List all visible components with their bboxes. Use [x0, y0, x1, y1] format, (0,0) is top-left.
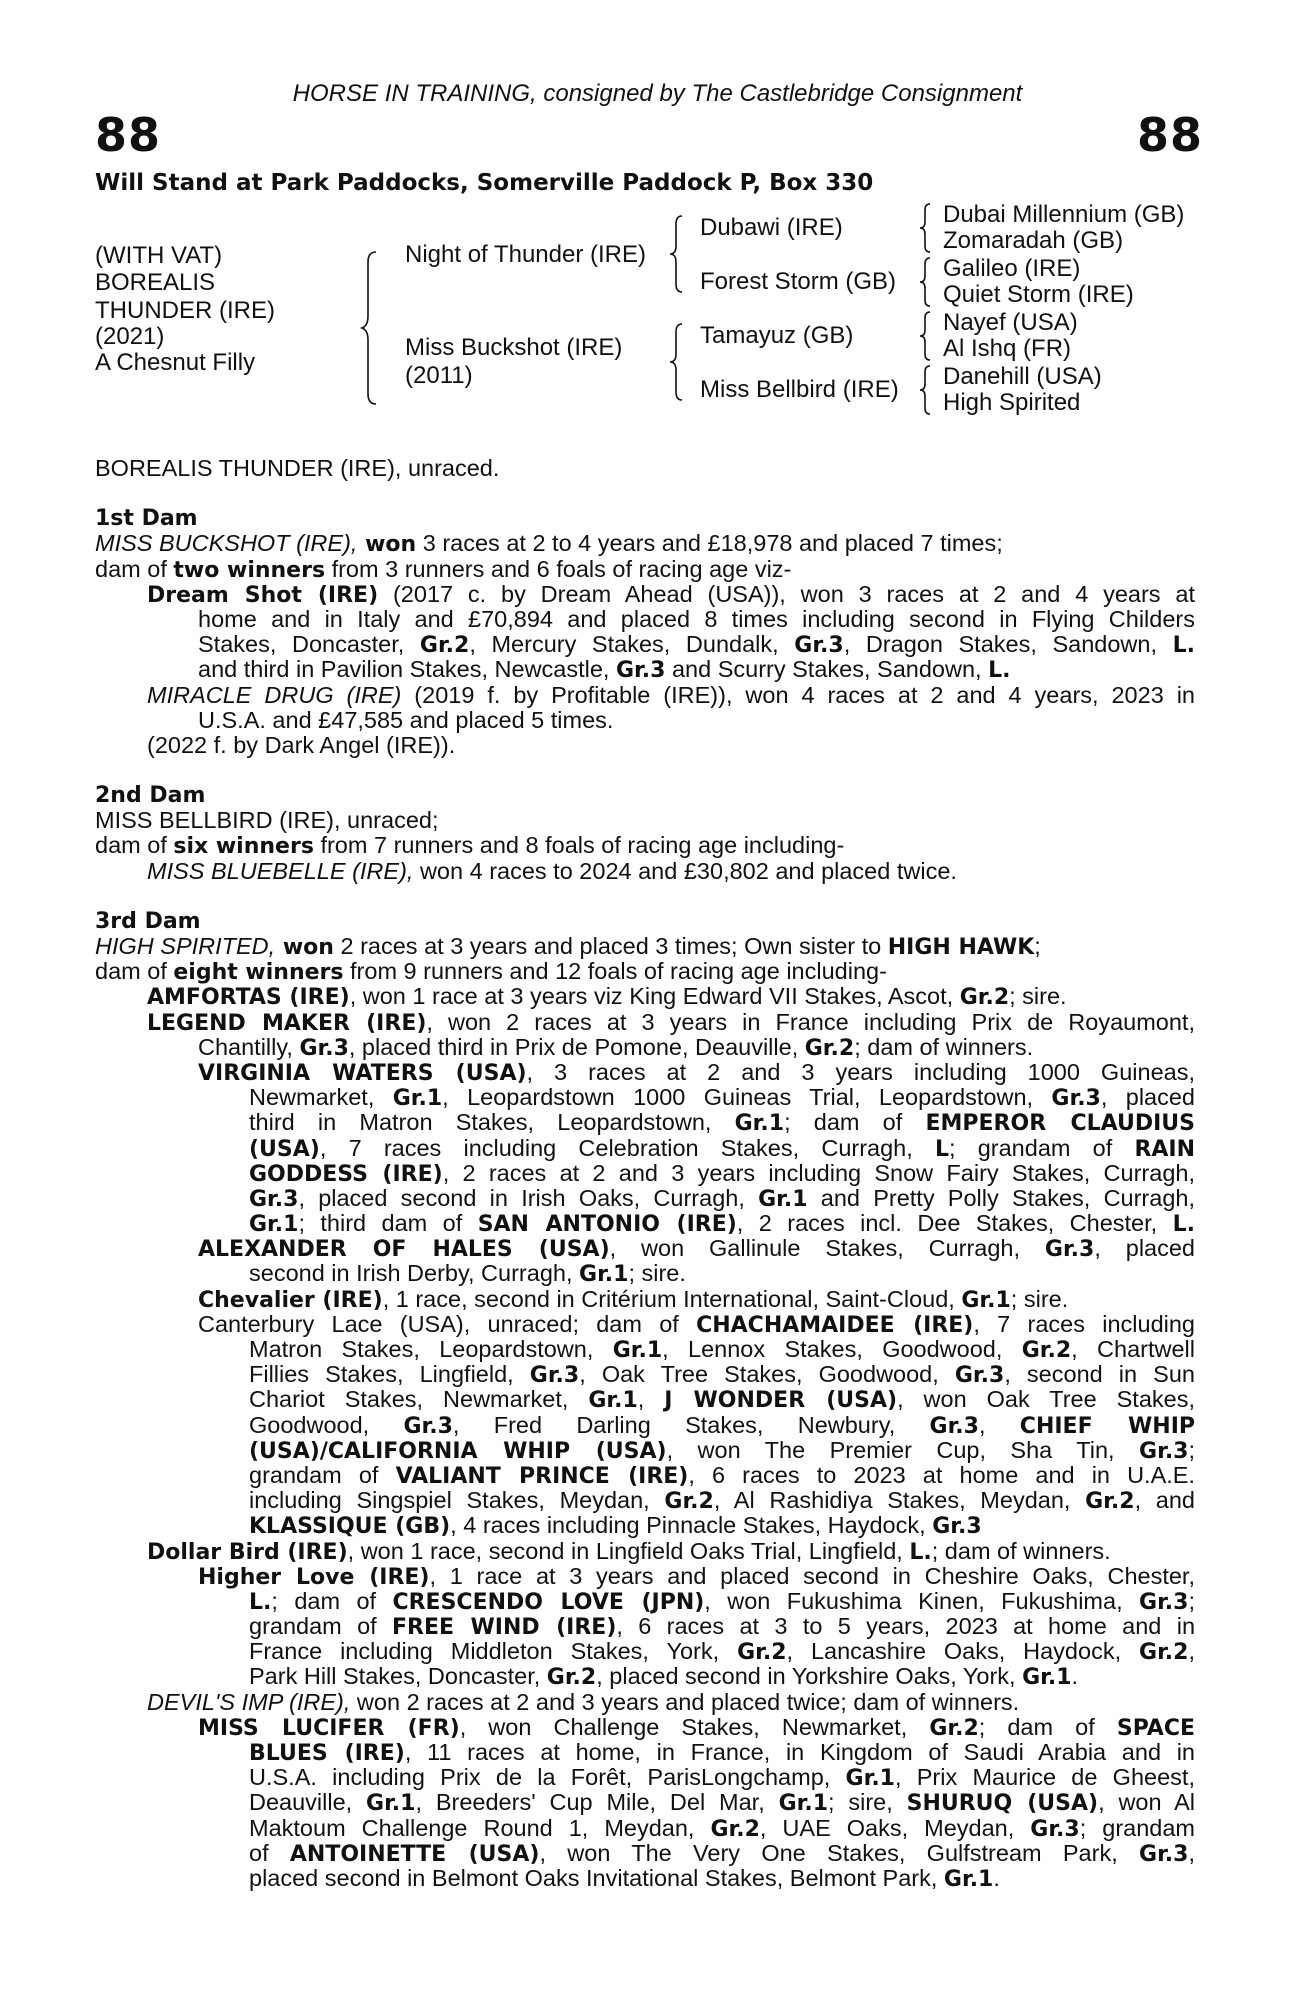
body-line: VIRGINIA WATERS (USA), 3 races at 2 and 3 years including 1000 Guineas, [198, 1059, 1195, 1086]
body-line: BLUES (IRE), 11 races at home, in France, in Kingdom of Saudi Arabia and in [249, 1740, 1195, 1766]
dam-dam: Miss Bellbird (IRE) [700, 376, 899, 403]
grandsire-1: Dubai Millennium (GB) [943, 201, 1185, 228]
body-line: U.S.A. including Prix de la Forêt, ParisLongchamp, Gr.1, Prix Maurice de Gheest, [249, 1765, 1195, 1791]
catalogue-body [95, 456, 1195, 1891]
body-line: Stakes, Doncaster, Gr.2, Mercury Stakes, Dundalk, Gr.3, Dragon Stakes, Sandown, L. [198, 632, 1195, 658]
brace-dam [668, 322, 686, 402]
horse-year: (2021) [95, 323, 165, 350]
body-line: MISS BELLBIRD (IRE), unraced; [95, 807, 439, 834]
heading-1st-dam: 1st Dam [95, 506, 198, 532]
lot-number-right: 88 [1136, 108, 1203, 162]
granddam-3: Al Ishq (FR) [943, 335, 1072, 362]
heading-3rd-dam: 3rd Dam [95, 908, 201, 934]
intro-line: BOREALIS THUNDER (IRE), unraced. [95, 455, 500, 481]
granddam-1: Zomaradah (GB) [943, 227, 1124, 254]
body-line: Maktoum Challenge Round 1, Meydan, Gr.2, UAE Oaks, Meydan, Gr.3; grandam [249, 1815, 1195, 1841]
body-line: MISS LUCIFER (FR), won Challenge Stakes, Newmarket, Gr.2; dam of SPACE [198, 1714, 1195, 1740]
sire-sire: Dubawi (IRE) [700, 214, 843, 241]
body-line: dam of eight winners from 9 runners and 12 foals of racing age including- [95, 958, 887, 986]
body-line: (USA), 7 races including Celebration Stakes, Curragh, L; grandam of RAIN [249, 1135, 1195, 1161]
brace-g2 [918, 256, 934, 308]
body-line: of ANTOINETTE (USA), won The Very One Stakes, Gulfstream Park, Gr.3, [249, 1840, 1195, 1866]
body-line: Gr.1; third dam of SAN ANTONIO (IRE), 2 races incl. Dee Stakes, Chester, L. [249, 1211, 1195, 1237]
body-line: Goodwood, Gr.3, Fred Darling Stakes, Newbury, Gr.3, CHIEF WHIP [249, 1412, 1195, 1438]
body-line: grandam of VALIANT PRINCE (IRE), 6 races to 2023 at home and in U.A.E. [249, 1462, 1195, 1489]
body-line: placed second in Belmont Oaks Invitational Stakes, Belmont Park, Gr.1. [249, 1864, 1000, 1892]
body-line: Deauville, Gr.1, Breeders' Cup Mile, Del Mar, Gr.1; sire, SHURUQ (USA), won Al [249, 1790, 1195, 1816]
body-line: L.; dam of CRESCENDO LOVE (JPN), won Fukushima Kinen, Fukushima, Gr.3; [249, 1588, 1195, 1615]
dam-line1: Miss Buckshot (IRE) [405, 334, 623, 361]
vat-note: (WITH VAT) [95, 242, 223, 269]
body-line: Canterbury Lace (USA), unraced; dam of CHACHAMAIDEE (IRE), 7 races including [198, 1311, 1195, 1337]
body-line: Chevalier (IRE), 1 race, second in Critérium International, Saint-Cloud, Gr.1; sire. [198, 1285, 1069, 1313]
body-line: MISS BUCKSHOT (IRE), won 3 races at 2 to 4 years and £18,978 and placed 7 times; [95, 530, 1003, 558]
body-line: Gr.3, placed second in Irish Oaks, Curragh, Gr.1 and Pretty Polly Stakes, Curragh, [249, 1185, 1195, 1212]
dam-sire: Tamayuz (GB) [700, 322, 854, 349]
body-line: including Singspiel Stakes, Meydan, Gr.2, Al Rashidiya Stakes, Meydan, Gr.2, and [249, 1488, 1195, 1514]
sire: Night of Thunder (IRE) [405, 241, 646, 268]
body-line: GODDESS (IRE), 2 races at 2 and 3 years including Snow Fairy Stakes, Curragh, [249, 1160, 1195, 1186]
body-line: second in Irish Derby, Curragh, Gr.1; sire. [249, 1260, 686, 1288]
body-line: MIRACLE DRUG (IRE) (2019 f. by Profitable (IRE)), won 4 races at 2 and 4 years, 2023 in [147, 682, 1195, 708]
heading-2nd-dam: 2nd Dam [95, 783, 206, 809]
body-line: KLASSIQUE (GB), 4 races including Pinnacle Stakes, Haydock, Gr.3 [249, 1512, 982, 1540]
body-line: HIGH SPIRITED, won 2 races at 3 years and placed 3 times; Own sister to HIGH HAWK; [95, 933, 1041, 960]
body-line: (USA)/CALIFORNIA WHIP (USA), won The Premier Cup, Sha Tin, Gr.3; [249, 1437, 1195, 1463]
body-line: and third in Pavilion Stakes, Newcastle, Gr.3 and Scurry Stakes, Sandown, L. [198, 656, 1011, 684]
body-line: grandam of FREE WIND (IRE), 6 races at 3 to 5 years, 2023 at home and in [249, 1614, 1195, 1640]
horse-name-line2: THUNDER (IRE) [95, 297, 275, 324]
horse-description: A Chesnut Filly [95, 349, 256, 376]
body-line: dam of six winners from 7 runners and 8 foals of racing age including- [95, 832, 845, 860]
body-line: Higher Love (IRE), 1 race at 3 years and placed second in Cheshire Oaks, Chester, [198, 1563, 1195, 1589]
granddam-2: Quiet Storm (IRE) [943, 281, 1134, 308]
body-line: (2022 f. by Dark Angel (IRE)). [147, 731, 456, 758]
brace-g1 [918, 202, 934, 254]
body-line: dam of two winners from 3 runners and 6 foals of racing age viz- [95, 555, 792, 583]
sire-dam: Forest Storm (GB) [700, 268, 897, 295]
body-line: Park Hill Stakes, Doncaster, Gr.2, placed second in Yorkshire Oaks, York, Gr.1. [249, 1663, 1079, 1691]
stand-location: Will Stand at Park Paddocks, Somerville Paddock P, Box 330 [95, 170, 874, 196]
body-line: Matron Stakes, Leopardstown, Gr.1, Lennox Stakes, Goodwood, Gr.2, Chartwell [249, 1337, 1195, 1363]
grandsire-3: Nayef (USA) [943, 309, 1078, 336]
horse-name-line1: BOREALIS [95, 269, 216, 296]
body-line: U.S.A. and £47,585 and placed 5 times. [198, 706, 614, 733]
grandsire-2: Galileo (IRE) [943, 255, 1081, 282]
body-line: home and in Italy and £70,894 and placed 8 times including second in Flying Childers [198, 606, 1195, 632]
body-line: Dollar Bird (IRE), won 1 race, second in Lingfield Oaks Trial, Lingfield, L.; dam of winners. [147, 1537, 1111, 1565]
grandsire-4: Danehill (USA) [943, 363, 1102, 390]
body-line: DEVIL'S IMP (IRE), won 2 races at 2 and 3 years and placed twice; dam of winners. [147, 1688, 1020, 1715]
body-line: Chariot Stakes, Newmarket, Gr.1, J WONDER (USA), won Oak Tree Stakes, [249, 1387, 1195, 1413]
body-line: France including Middleton Stakes, York, Gr.2, Lancashire Oaks, Haydock, Gr.2, [249, 1639, 1195, 1665]
consignment-header: HORSE IN TRAINING, consigned by The Castlebridge Consignment [292, 80, 1023, 107]
brace-g3 [918, 310, 934, 362]
body-line: third in Matron Stakes, Leopardstown, Gr.1; dam of EMPEROR CLAUDIUS [249, 1110, 1195, 1136]
body-line: Newmarket, Gr.1, Leopardstown 1000 Guineas Trial, Leopardstown, Gr.3, placed [249, 1085, 1195, 1111]
brace-sire [668, 214, 686, 294]
dam-line2: (2011) [405, 362, 473, 389]
brace-main [360, 250, 380, 406]
body-line: LEGEND MAKER (IRE), won 2 races at 3 years in France including Prix de Royaumont, [147, 1009, 1195, 1035]
lot-number-left: 88 [95, 108, 162, 162]
body-line: MISS BLUEBELLE (IRE), won 4 races to 2024 and £30,802 and placed twice. [147, 857, 957, 884]
body-line: Chantilly, Gr.3, placed third in Prix de Pomone, Deauville, Gr.2; dam of winners. [198, 1033, 1034, 1061]
body-line: ALEXANDER OF HALES (USA), won Gallinule Stakes, Curragh, Gr.3, placed [198, 1236, 1195, 1262]
body-line: Fillies Stakes, Lingfield, Gr.3, Oak Tree Stakes, Goodwood, Gr.3, second in Sun [249, 1362, 1195, 1388]
granddam-4: High Spirited [943, 389, 1081, 416]
body-line: Dream Shot (IRE) (2017 c. by Dream Ahead (USA)), won 3 races at 2 and 4 years at [147, 581, 1195, 607]
body-line: AMFORTAS (IRE), won 1 race at 3 years viz King Edward VII Stakes, Ascot, Gr.2; sire. [147, 983, 1067, 1011]
brace-g4 [918, 364, 934, 416]
